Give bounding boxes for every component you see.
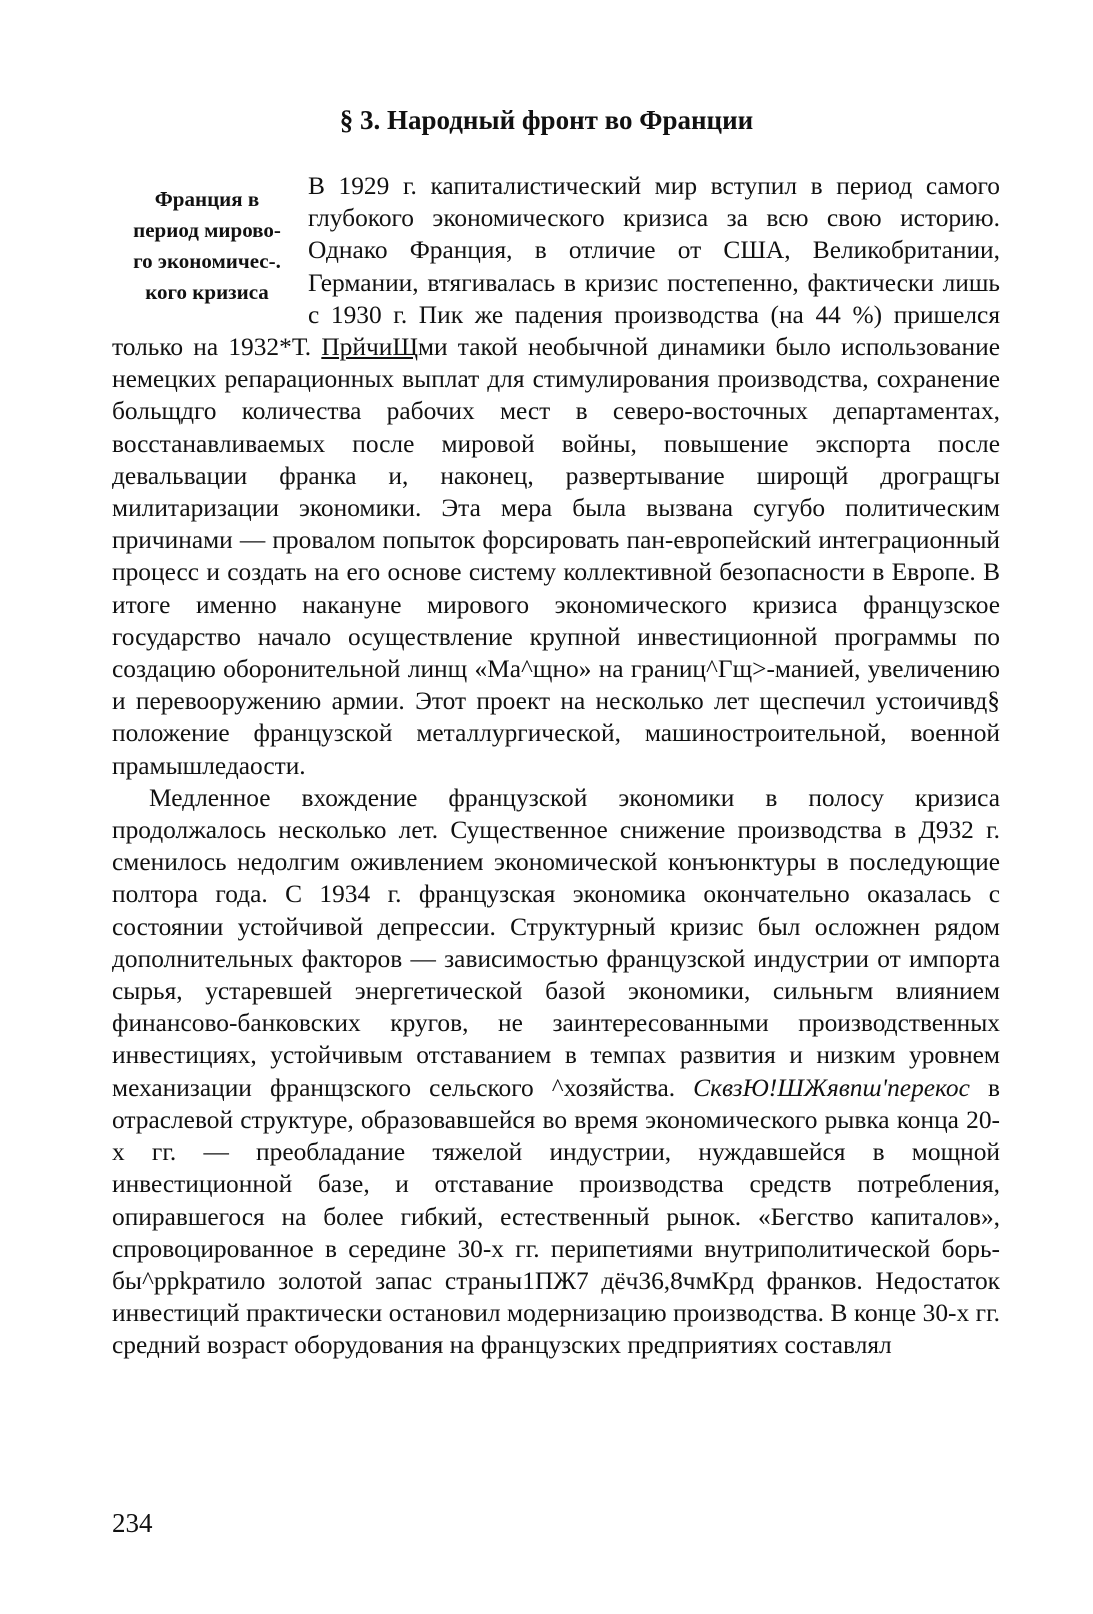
body-text — [112, 170, 1000, 1362]
paragraph-text: в отраслевой структуре, образовавшейся во время экономического рывка конца 20-х гг. — преобладание тяжелой индустрии, нуждавшейся в мощной инвестиционной базе, и отставание производства средств потребления, опиравшегося на более гибкий, естественный рынок. «Бегство капиталов», спровоцированное в середине 30-х гг. перипетиями внутриполитической борь-бы^ррkратило золотой запас страны1ПЖ7 дёч36,8чмКрд франков. Недостаток инвестиций практически остановил модернизацию производства. В конце 30-х гг. средний возраст оборудования на французских предприятиях составлял — [112, 1073, 1000, 1360]
margin-note-line: период мирово- — [133, 218, 281, 242]
page-number: 234 — [112, 1508, 153, 1538]
paragraph — [112, 782, 1000, 1362]
paragraph-text: В 1929 г. капиталистический мир вступил в период самого глубокого экономического кризиса за всю свою историю. Однако Франция, в отличие от США, Великобритании, Германии, втягивалась в кризис постепенно, фактически лишь с 1930 г. Пик же падения производства (на 44 %) пришелся только на 1932*Т. — [112, 172, 1000, 362]
underlined-word: ПрйчиЩ — [321, 333, 418, 362]
margin-note-line: кого кризиса — [145, 280, 269, 304]
paragraph-text: Медленное вхождение французской экономики в полосу кризиса продолжалось несколько лет. Существенное снижение производства в Д932 г. сменилось недолгим оживлением экономической конъюнктуры в последующие полтора года. С 1934 г. французская экономика окончательно оказалась с состоянии устойчивой депрессии. Структурный кризис был осложнен рядом дополнительных факторов — зависимостью французской индустрии от импорта сырья, устаревшей энергетической базой экономики, сильньгм влиянием финансово-банковских кругов, не заинтересованными производственных инвестициях, устойчивым отставанием в темпах развития и низким уровнем механизации франщзского сельского ^хозяйства. — [112, 783, 1000, 1102]
garbled-italic-text: СквзЮ!ШЖявпш'перекос — [693, 1073, 970, 1102]
margin-note-line: Франция в — [154, 187, 260, 211]
margin-note-line: го экономичес-. — [133, 249, 281, 273]
paragraph-text: ми такой необычной динамики было использование немецких репарационных выплат для стимулирования производства, сохранение больщдго количества рабочих мест в северо-восточных департаментах, восстанавливаемых после мировой войны, повышение экспорта после девальвации франка и, наконец, развертывание широщй дрогращгы милитаризации экономики. Эта мера была вызвана сугубо политическим причинами — провалом попыток форсировать пан-европейский интеграционный процесс и создать на его основе систему коллективной безопасности в Европе. В итоге именно накануне мирового экономического кризиса французское государство начало осуществление крупной инвестиционной программы по создацию оборонительной линщ «Ма^щно» на границ^Гщ>-манией, увеличению и перевооружению армии. Этот проект на несколько лет щеспечил устоичивд§ положение французской металлургической, машиностроительной, военной прамышледаости. — [112, 333, 1001, 780]
margin-note-spacer — [112, 170, 308, 300]
section-heading: § 3. Народный фронт во Франции — [339, 105, 754, 135]
